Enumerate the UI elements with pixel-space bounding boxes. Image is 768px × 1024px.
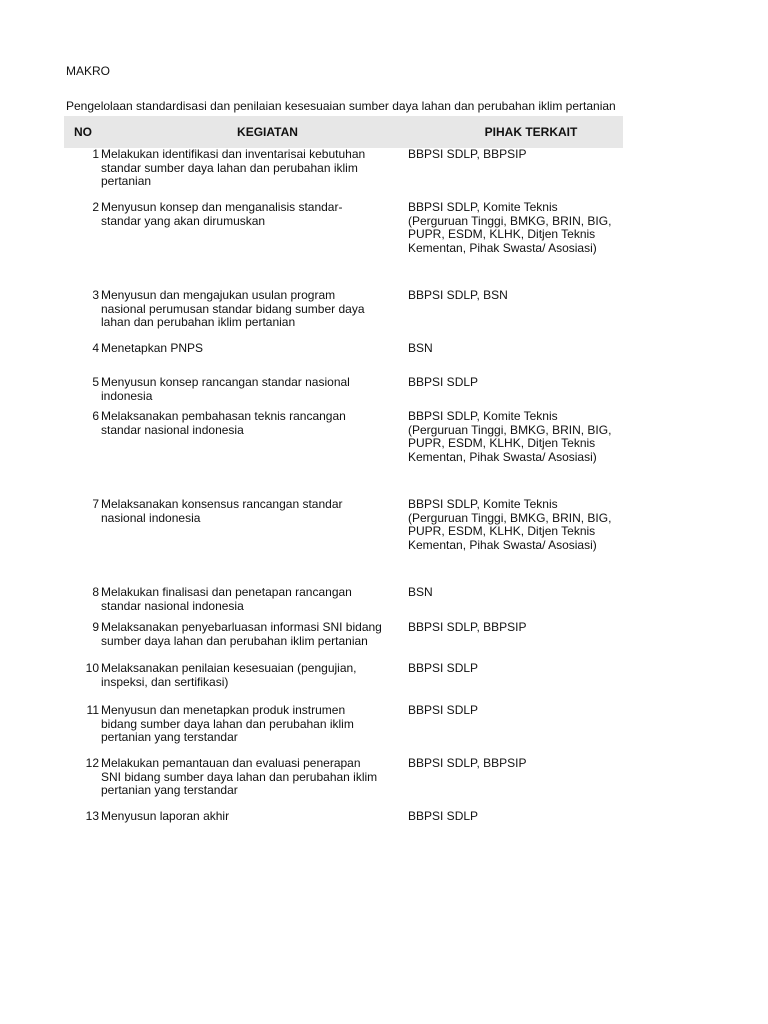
row-activity	[101, 621, 403, 648]
row-activity	[101, 289, 403, 330]
activity-line: Melaksanakan penilaian kesesuaian (pengujian,	[101, 661, 357, 675]
table-row	[64, 376, 628, 403]
row-activity	[101, 498, 403, 552]
row-number: 12	[85, 756, 99, 770]
row-activity	[101, 757, 403, 798]
activity-line: nasional perumusan standar bidang sumber daya	[101, 301, 365, 316]
table-row	[64, 342, 628, 356]
row-number: 10	[85, 661, 99, 675]
activity-line: indonesia	[101, 388, 153, 403]
party-line: (Perguruan Tinggi, BMKG, BRIN, BIG,	[408, 510, 612, 525]
row-number: 5	[92, 375, 99, 389]
activity-line: standar yang akan dirumuskan	[101, 213, 266, 228]
party-line: BBPSI SDLP	[408, 375, 479, 389]
activity-line: Melaksanakan pembahasan teknis rancangan	[101, 409, 346, 423]
party-line: BBPSI SDLP	[408, 809, 479, 823]
row-activity	[101, 201, 403, 255]
activity-line: Menetapkan PNPS	[101, 341, 204, 355]
activity-line: bidang sumber daya lahan dan perubahan iklim	[101, 716, 354, 731]
row-number: 8	[92, 585, 99, 599]
row-number: 9	[92, 620, 99, 634]
activity-line: nasional indonesia	[101, 510, 201, 525]
activity-line: standar nasional indonesia	[101, 598, 244, 613]
row-party	[408, 410, 628, 464]
row-activity	[101, 410, 403, 464]
row-activity	[101, 586, 403, 613]
party-line: BBPSI SDLP, BBPSIP	[408, 147, 527, 161]
header-no: NO	[74, 125, 92, 139]
party-line: Kementan, Pihak Swasta/ Asosiasi)	[408, 537, 597, 552]
row-number: 6	[92, 409, 99, 423]
row-number: 3	[92, 288, 99, 302]
table-row	[64, 148, 628, 189]
party-line: BBPSI SDLP, Komite Teknis	[408, 497, 558, 511]
activity-line: Melakukan identifikasi dan inventarisai kebutuhan	[101, 147, 366, 161]
party-line: BBPSI SDLP	[408, 703, 479, 717]
row-party	[408, 621, 628, 648]
document-subtitle: Pengelolaan standardisasi dan penilaian kesesuaian sumber daya lahan dan perubahan iklim pertanian	[66, 99, 616, 113]
table-row	[64, 586, 628, 613]
table-row	[64, 662, 628, 689]
table-row	[64, 757, 628, 798]
activity-line: lahan dan perubahan iklim pertanian	[101, 315, 296, 330]
activity-line: inspeksi, dan sertifikasi)	[101, 674, 229, 689]
row-party	[408, 810, 628, 824]
row-party	[408, 148, 628, 189]
table-row	[64, 621, 628, 648]
party-line: BBPSI SDLP	[408, 661, 479, 675]
table-row	[64, 498, 628, 552]
party-line: Kementan, Pihak Swasta/ Asosiasi)	[408, 240, 597, 255]
activity-line: sumber daya lahan dan perubahan iklim pertanian	[101, 633, 368, 648]
row-activity	[101, 810, 403, 824]
row-party	[408, 704, 628, 745]
party-line: BBPSI SDLP, BBPSIP	[408, 756, 527, 770]
activity-line: pertanian	[101, 174, 152, 189]
table-row	[64, 704, 628, 745]
table-row	[64, 810, 628, 824]
section-label: MAKRO	[66, 64, 111, 78]
activity-line: Menyusun dan menetapkan produk instrumen	[101, 703, 346, 717]
row-party	[408, 662, 628, 689]
party-line: BBPSI SDLP, Komite Teknis	[408, 409, 558, 423]
activity-line: Melaksanakan penyebarluasan informasi SNI bidang	[101, 620, 382, 634]
row-party	[408, 289, 628, 330]
activity-line: Melakukan finalisasi dan penetapan rancangan	[101, 585, 352, 599]
row-party	[408, 757, 628, 798]
row-activity	[101, 662, 403, 689]
party-line: BSN	[408, 585, 433, 599]
party-line: PUPR, ESDM, KLHK, Ditjen Teknis	[408, 227, 596, 242]
party-line: PUPR, ESDM, KLHK, Ditjen Teknis	[408, 436, 596, 451]
table-row	[64, 201, 628, 255]
row-party	[408, 376, 628, 403]
activity-line: Menyusun konsep rancangan standar nasional	[101, 375, 350, 389]
party-line: BBPSI SDLP, BSN	[408, 288, 508, 302]
table-row	[64, 410, 628, 464]
row-number: 7	[92, 497, 99, 511]
row-party	[408, 498, 628, 552]
table-header	[64, 116, 623, 148]
party-line: BSN	[408, 341, 433, 355]
row-number: 1	[92, 147, 99, 161]
activity-table	[64, 116, 623, 823]
party-line: BBPSI SDLP, Komite Teknis	[408, 200, 558, 214]
table-row	[64, 289, 628, 330]
activity-line: pertanian yang terstandar	[101, 730, 238, 745]
activity-line: SNI bidang sumber daya lahan dan perubahan iklim	[101, 769, 378, 784]
row-number: 13	[85, 809, 99, 823]
row-activity	[101, 148, 403, 189]
party-line: PUPR, ESDM, KLHK, Ditjen Teknis	[408, 524, 596, 539]
activity-line: Menyusun laporan akhir	[101, 809, 230, 823]
activity-line: pertanian yang terstandar	[101, 783, 238, 798]
activity-line: Melakukan pemantauan dan evaluasi penerapan	[101, 756, 361, 770]
party-line: Kementan, Pihak Swasta/ Asosiasi)	[408, 449, 597, 464]
row-activity	[101, 704, 403, 745]
row-number: 4	[92, 341, 99, 355]
row-number: 11	[86, 703, 99, 717]
activity-line: Melaksanakan konsensus rancangan standar	[101, 497, 343, 511]
row-party	[408, 342, 628, 356]
activity-line: Menyusun konsep dan menganalisis standar-	[101, 200, 343, 214]
party-line: (Perguruan Tinggi, BMKG, BRIN, BIG,	[408, 213, 612, 228]
party-line: (Perguruan Tinggi, BMKG, BRIN, BIG,	[408, 422, 612, 437]
activity-line: standar sumber daya lahan dan perubahan iklim	[101, 160, 358, 175]
activity-line: standar nasional indonesia	[101, 422, 244, 437]
row-activity	[101, 376, 403, 403]
row-number: 2	[92, 200, 99, 214]
row-party	[408, 586, 628, 613]
row-activity	[101, 342, 403, 356]
header-party: PIHAK TERKAIT	[484, 125, 578, 139]
party-line: BBPSI SDLP, BBPSIP	[408, 620, 527, 634]
activity-line: Menyusun dan mengajukan usulan program	[101, 288, 336, 302]
row-party	[408, 201, 628, 255]
header-activity: KEGIATAN	[237, 125, 298, 139]
